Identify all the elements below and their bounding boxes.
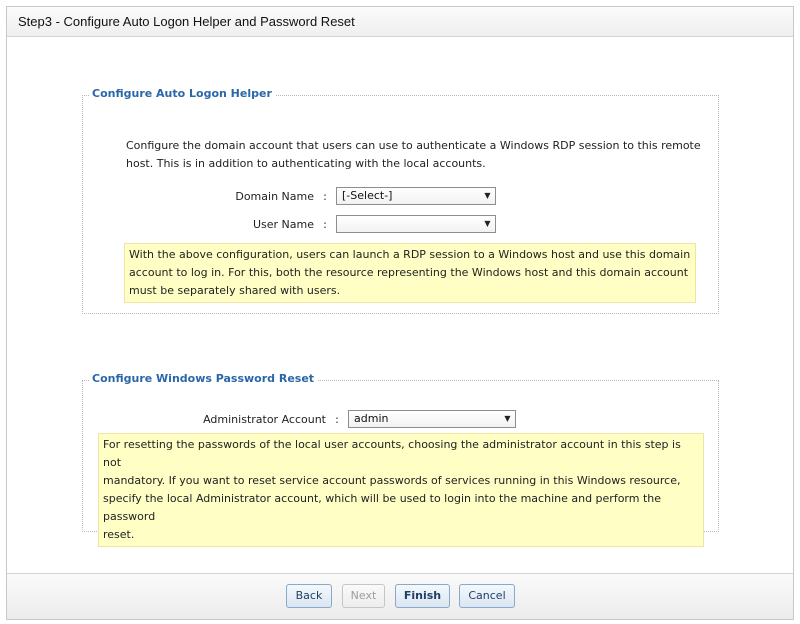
auto-logon-section — [82, 87, 719, 314]
button-bar — [7, 573, 793, 619]
password-reset-section — [82, 372, 719, 541]
admin-account-select[interactable] — [348, 410, 516, 428]
auto-logon-legend: Configure Auto Logon Helper — [89, 87, 275, 100]
note-line: mandatory. If you want to reset service account passwords of services running in this Windows resource, — [103, 474, 681, 487]
user-name-row — [123, 215, 496, 233]
back-button[interactable]: Back — [286, 584, 332, 608]
chevron-down-icon: ▼ — [484, 219, 491, 228]
description-line: Configure the domain account that users can use to authenticate a Windows RDP session to this remote — [126, 139, 701, 152]
colon: : — [323, 189, 327, 203]
domain-name-value: [-Select-] — [342, 189, 393, 202]
note-line: With the above configuration, users can launch a RDP session to a Windows host and use this domain — [129, 248, 691, 261]
password-reset-legend: Configure Windows Password Reset — [89, 372, 317, 385]
user-name-label: User Name — [252, 217, 314, 231]
chevron-down-icon: ▼ — [504, 414, 511, 423]
finish-button[interactable]: Finish — [395, 584, 450, 608]
note-line: account to log in. For this, both the resource representing the Windows host and this domain account — [129, 266, 689, 279]
admin-account-value: admin — [354, 412, 389, 425]
user-name-select[interactable] — [336, 215, 496, 233]
note-line: reset. — [103, 528, 135, 541]
chevron-down-icon: ▼ — [484, 191, 491, 200]
note-line: For resetting the passwords of the local user accounts, choosing the administrator account in this step is not — [103, 438, 681, 469]
title-bar — [7, 7, 793, 37]
admin-account-label: Administrator Account — [203, 412, 326, 426]
description-line: host. This is in addition to authenticating with the local accounts. — [126, 157, 486, 170]
auto-logon-note — [124, 243, 696, 303]
colon: : — [323, 217, 327, 231]
admin-account-row — [123, 410, 516, 428]
domain-name-label: Domain Name — [235, 189, 314, 203]
colon: : — [335, 412, 339, 426]
password-reset-note — [98, 433, 704, 547]
note-line: specify the local Administrator account, which will be used to login into the machine and perform the password — [103, 492, 662, 523]
next-button[interactable]: Next — [342, 584, 385, 608]
wizard-dialog — [6, 6, 794, 620]
page-title: Step3 - Configure Auto Logon Helper and Password Reset — [18, 14, 355, 29]
domain-name-row — [123, 187, 496, 205]
auto-logon-description — [126, 137, 716, 173]
domain-name-select[interactable] — [336, 187, 496, 205]
cancel-button[interactable]: Cancel — [459, 584, 515, 608]
note-line: must be separately shared with users. — [129, 284, 341, 297]
